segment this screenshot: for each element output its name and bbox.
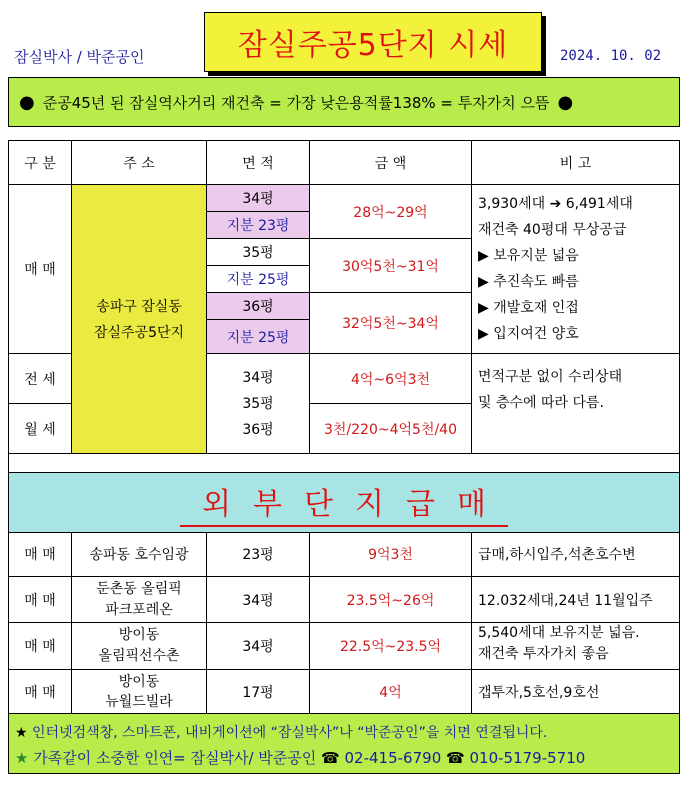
other-price: 9억3천 <box>310 532 472 577</box>
rent-areas <box>207 354 310 454</box>
sale-address <box>72 185 207 454</box>
star-icon: ★ <box>15 725 28 741</box>
star-icon: ★ <box>15 749 29 767</box>
other-address-line: 뉴월드빌라 <box>105 693 173 710</box>
area-size: 36평 <box>207 293 310 320</box>
other-area: 17평 <box>207 670 310 714</box>
bullet-icon: ● <box>557 91 574 113</box>
other-address <box>72 623 207 670</box>
other-type: 매 매 <box>9 532 72 577</box>
phone-icon: ☎ <box>446 749 465 767</box>
note-line: 3,930세대 ➔ 6,491세대 <box>478 196 633 212</box>
wolse-price: 3천/220~4억5천/40 <box>310 404 472 454</box>
other-address-line: 둔촌동 올림픽 <box>96 580 182 597</box>
other-address: 송파동 호수임광 <box>72 532 207 577</box>
jeonse-type: 전 세 <box>9 354 72 404</box>
area-size: 34평 <box>207 185 310 212</box>
other-address-line: 방이동 <box>118 673 160 690</box>
other-note: 급매,하시입주,석촌호수변 <box>472 532 679 577</box>
page-title: 잠실주공5단지 시세 <box>237 28 509 63</box>
footer-line-2 <box>15 747 585 768</box>
other-area: 34평 <box>207 577 310 623</box>
sale-price: 28억~29억 <box>310 185 472 239</box>
other-address-line: 방이동 <box>118 627 160 643</box>
phone-icon: ☎ <box>321 749 340 767</box>
page-title-box <box>204 12 542 72</box>
other-note: 갭투자,5호선,9호선 <box>472 670 679 714</box>
footer-contact-text: 가족같이 소중한 인연= 잠실박사/ 박준공인 <box>33 749 317 767</box>
contact-footer <box>9 714 679 773</box>
other-address-line: 올림픽선수촌 <box>98 648 180 664</box>
other-note: 12.032세대,24년 11월입주 <box>472 577 679 623</box>
area-share: 지분 25평 <box>207 320 310 354</box>
other-area: 34평 <box>207 623 310 670</box>
rent-area: 36평 <box>242 421 274 438</box>
price-table <box>8 140 680 774</box>
agency-name: 잠실박사 / 박준공인 <box>14 48 145 66</box>
other-price: 23.5억~26억 <box>310 577 472 623</box>
section-title: 외부단지급매 <box>180 479 508 527</box>
sale-address-line-1: 송파구 잠실동 <box>96 299 182 315</box>
sale-notes <box>472 185 679 354</box>
highlight-banner <box>8 77 680 127</box>
rent-area: 34평 <box>242 369 274 386</box>
other-type: 매 매 <box>9 623 72 670</box>
footer-search-text: 인터넷검색창, 스마트폰, 내비게이션에 “잠실박사”나 “박준공인”을 치면 연결됩니다. <box>32 725 548 741</box>
phone-mobile[interactable]: 010-5179-5710 <box>469 749 586 767</box>
note-line: 면적구분 없이 수리상태 <box>478 369 623 385</box>
other-price: 4억 <box>310 670 472 714</box>
area-share: 지분 23평 <box>207 212 310 239</box>
note-line: ▶ 추진속도 빠름 <box>478 274 579 290</box>
note-line: 및 층수에 따라 다름. <box>478 395 604 411</box>
footer-line-1 <box>15 722 547 742</box>
sale-address-line-2: 잠실주공5단지 <box>93 325 185 341</box>
area-size: 35평 <box>207 239 310 266</box>
rent-area: 35평 <box>242 395 274 412</box>
other-type: 매 매 <box>9 577 72 623</box>
note-line: 재건축 40평대 무상공급 <box>478 222 627 238</box>
note-line: ▶ 개발호재 인접 <box>478 300 579 316</box>
bullet-icon: ● <box>19 91 35 113</box>
header-price: 금 액 <box>310 141 472 185</box>
header-address: 주 소 <box>72 141 207 185</box>
area-share: 지분 25평 <box>207 266 310 293</box>
date-label: 2024. 10. 02 <box>560 48 662 64</box>
other-type: 매 매 <box>9 670 72 714</box>
wolse-type: 월 세 <box>9 404 72 454</box>
other-address <box>72 577 207 623</box>
other-price: 22.5억~23.5억 <box>310 623 472 670</box>
phone-office[interactable]: 02-415-6790 <box>344 749 442 767</box>
other-note-line: 5,540세대 보유지분 넓음. <box>478 625 640 641</box>
spacer-row <box>9 454 679 473</box>
jeonse-price: 4억~6억3천 <box>310 354 472 404</box>
header-category: 구 분 <box>9 141 72 185</box>
sale-price: 30억5천~31억 <box>310 239 472 293</box>
header-notes: 비 고 <box>472 141 679 185</box>
other-area: 23평 <box>207 532 310 577</box>
sale-type: 매 매 <box>9 185 72 354</box>
note-line: ▶ 보유지분 넓음 <box>478 248 579 264</box>
other-address-line: 파크포레온 <box>105 601 173 618</box>
banner-text: 준공45년 된 잠실역사거리 재건축 = 가장 낮은용적률138% = 투자가치 으뜸 <box>42 93 550 112</box>
note-line: ▶ 입지여건 양호 <box>478 326 579 342</box>
other-note-line: 재건축 투자가치 좋음 <box>478 646 609 662</box>
section-title-box <box>9 473 679 533</box>
header-area: 면 적 <box>207 141 310 185</box>
rent-notes <box>472 354 679 454</box>
sale-price: 32억5천~34억 <box>310 293 472 354</box>
other-note <box>472 623 679 670</box>
other-address <box>72 670 207 714</box>
